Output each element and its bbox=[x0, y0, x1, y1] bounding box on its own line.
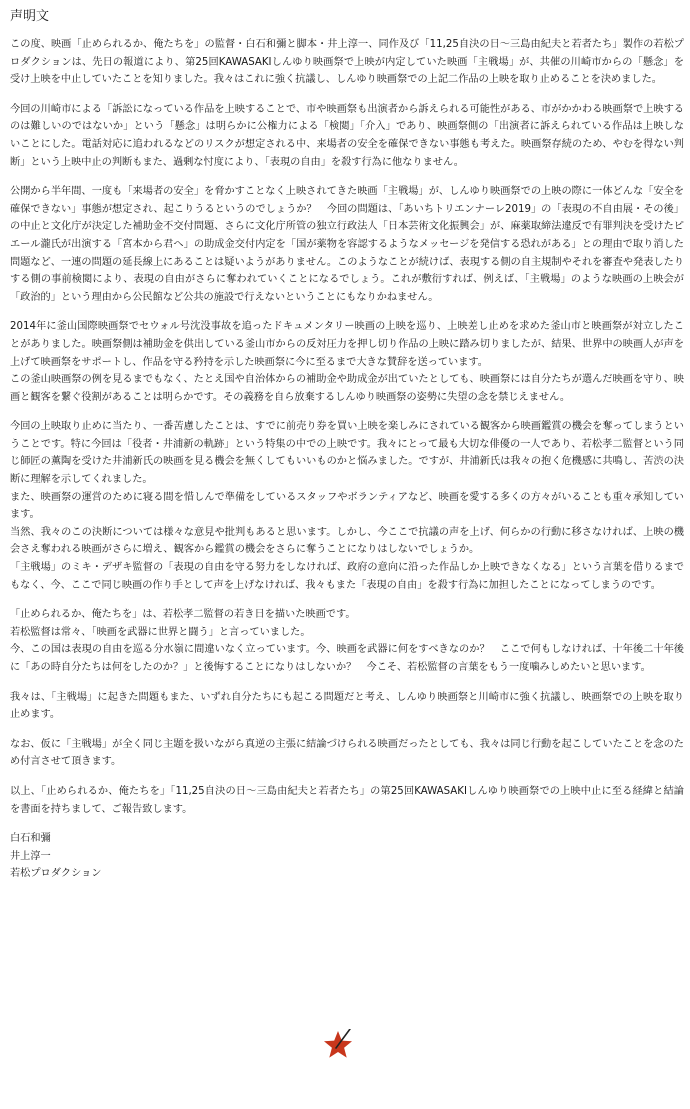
paragraph-9: 以上、「止められるか、俺たちを」「11,25自決の日〜三島由紀夫と若者たち」の第25回KAWASAKIしんゆり映画祭での上映中止に至る経緯と結論を書面を持ちまして、ご報告致します。 bbox=[10, 785, 684, 815]
star-icon bbox=[322, 1029, 354, 1061]
signature-writer: 井上淳一 bbox=[10, 850, 51, 862]
document-title: 声明文 bbox=[10, 9, 50, 24]
paragraph-7: 我々は、「主戦場」に起きた問題もまた、いずれ自分たちにも起こる問題だと考え、しんゆり映画祭と川崎市に強く抗議し、映画祭での上映を取り止めます。 bbox=[10, 691, 684, 721]
paragraph-3: 公開から半年間、一度も「来場者の安全」を脅かすことなく上映されてきた映画「主戦場」が、しんゆり映画祭での上映の際に一体どんな「安全を確保できない」事態が想定され、起こりうるというのでしょうか？ 今回の問題は、「あいちトリエンナーレ2019」の「表現の不自由展・その後」の中止と文化庁が決定した補助金不交付問題、さらに文化庁所管の独立行政法人「日本芸術文化振興会」が、麻薬取締法違反で有罪判決を受けたピエール瀧氏が出演する「宮本から君へ」の助成金交付内定を「国が薬物を容認するようなメッセージを発信する恐れがある」との理由で取り消した問題など、一連の問題の延長線上にあることは疑いようがありません。このようなことが続けば、表現する側の自主規制やそれを審査や発表したりする側の事前検閲により、表現の自由がさらに奪われていくことになるでしょう。これが敷衍すれば、例えば、「主戦場」のような映画の上映会が「政治的」という理由から公民館など公共の施設で行えないということにもなりかねません。 bbox=[10, 186, 684, 303]
signature-block bbox=[10, 830, 684, 883]
paragraph-2: 今回の川崎市による「訴訟になっている作品を上映することで、市や映画祭も出演者から訴えられる可能性がある、市がかかわる映画祭で上映するのは難しいのではないか」という「懸念」は明らかに公権力による「検閲」「介入」であり、映画祭側の「出演者に訴えられている作品は上映しないことにした。電話対応に追われるなどのリスクが想定される中、来場者の安全を確保できない事態も考えた。映画祭存続のため、やむを得ない判断」という上映中止の判断もまた、過剰な忖度により、「表現の自由」を殺す行為に他なりません。 bbox=[10, 103, 684, 168]
paragraph-8: なお、仮に「主戦場」が全く同じ主題を扱いながら真逆の主張に結論づけられる映画だったとしても、我々は同じ行動を起こしていたことを念のため付言させて頂きます。 bbox=[10, 738, 684, 768]
signature-company: 若松プロダクション bbox=[10, 868, 102, 880]
signature-director: 白石和彌 bbox=[10, 833, 51, 845]
paragraph-5: 今回の上映取り止めに当たり、一番苦慮したことは、すでに前売り券を買い上映を楽しみにされている観客から映画鑑賞の機会を奪ってしまうということです。特に今回は「役者・井浦新の軌跡」という特集の中での上映です。我々にとって最も大切な俳優の一人であり、若松孝二監督という同じ師匠の薫陶を受けた井浦新氏の映画を見る機会を無くしてもいいものかと悩みました。ですが、井浦新氏は我々の抱く危機感に共鳴し、苦渋の決断に理解を示してくれました。 また、映画祭の運営のために寝る間を惜しんで準備をしているスタッフやボランティアなど、映画を愛する多くの方々がいることも重々承知しています。 当然、我々のこの決断については様々な意見や批判もあると思います。しかし、今ここで抗議の声を上げ、何らかの行動に移さなければ、上映の機会さえ奪われる映画がさらに増え、観客から鑑賞の機会をさらに奪うことになりはしないでしょうか。 「主戦場」のミキ・デザキ監督の「表現の自由を守る努力をしなければ、政府の意向に沿った作品しか上映できなくなる」という言葉を借りるまでもなく、今、ここで同じ映画の作り手として声を上げなければ、我々もまた「表現の自由」を殺す行為に加担したことになってしまうのです。 bbox=[10, 421, 684, 591]
paragraph-6: 「止められるか、俺たちを」は、若松孝二監督の若き日を描いた映画です。 若松監督は常々、「映画を武器に世界と闘う」と言っていました。 今、この国は表現の自由を巡る分水嶺に間違いなく立っています。今、映画を武器に何をすべきなのか？ ここで何もしなければ、十年後二十年後に「あの時自分たちは何をしたのか？」と後悔することになりはしないか？ 今こそ、若松監督の言葉をもう一度噛みしめたいと思います。 bbox=[10, 609, 684, 673]
paragraph-4: 2014年に釜山国際映画祭でセウォル号沈没事故を追ったドキュメンタリー映画の上映を巡り、上映差し止めを求めた釜山市と映画祭が対立したことがありました。映画祭側は補助金を供出している釜山市からの反対圧力を押し切り作品の上映に踏み切りましたが、結果、世界中の映画人が声を上げて映画祭をサポートし、作品を守る矜持を示した映画祭に今に至るまで大きな賛辞を送っています。 この釜山映画祭の例を見るまでもなく、たとえ国や自治体からの補助金や助成金が出ていたとしても、映画祭には自分たちが選んだ映画を守り、映画と観客を繋ぐ役割があることは明らかです。その義務を自ら放棄するしんゆり映画祭の姿勢に失望の念を禁じえません。 bbox=[10, 321, 684, 403]
paragraph-1: この度、映画「止められるか、俺たちを」の監督・白石和彌と脚本・井上淳一、同作及び「11,25自決の日〜三島由紀夫と若者たち」製作の若松プロダクションは、先日の報道により、第25回KAWASAKIしんゆり映画祭で上映が内定していた映画「主戦場」が、共催の川崎市からの「懸念」を受け上映を中止していたことを知りました。我々はこれに強く抗議し、しんゆり映画祭での上記二作品の上映を取り止めることを決めました。 bbox=[10, 39, 684, 86]
